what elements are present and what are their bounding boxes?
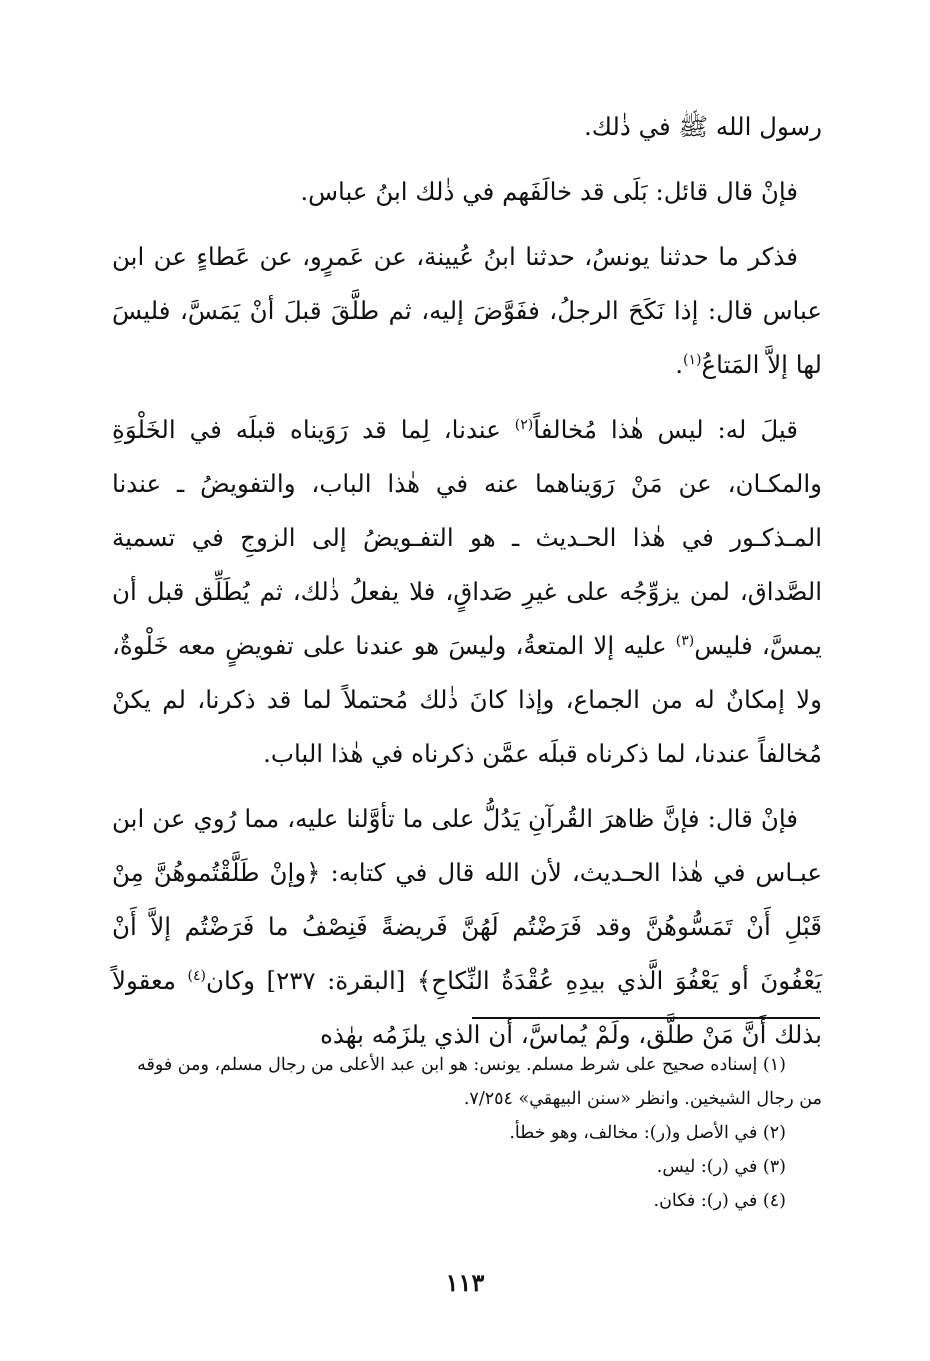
paragraph (112, 230, 822, 392)
paragraph (112, 100, 822, 154)
footnote: (٣) في (ر): ليس. (656, 1157, 786, 1177)
footnote-ref: (٤) (187, 967, 206, 984)
footnote: (١) إسناده صحيح على شرط مسلم. يونس: هو ابن عبد الأعلى من رجال مسلم، ومن فوقه من رجال الشيخين. وانظر «سنن البيهقي» ٧/٢٥٤. (137, 1055, 822, 1109)
footnote-ref: (٢) (514, 416, 534, 433)
footnote-ref: (٣) (675, 632, 695, 649)
footnote-separator (472, 1017, 820, 1019)
footnote: (٢) في الأصل و(ر): مخالف، وهو خطأ. (509, 1123, 786, 1143)
paragraph-text: فإنْ قال قائل: بَلَى قد خالَفَهم في ذٰلك ابنُ عباس. (300, 177, 798, 206)
paragraph-text: فإنْ قال: فإنَّ ظاهرَ القُرآنِ يَدُلُّ على ما تأوَّلنا عليه، مما رُوي عن ابن عبـاس في هٰذا الحـديث، لأن الله قال في كتابه: ﴿وإنْ طَلَّقْتُموهُنَّ مِنْ قَبْلِ أَنْ تَمَسُّوهُنَّ وقد فَرَضْتُم لَهُنَّ فَريضةً فَنِصْفُ ما فَرَضْتُم إلاَّ أَنْ يَعْفُونَ أو يَعْفُوَ الَّذي بيدِهِ عُقْدَةُ النِّكاحِ﴾ [البقرة: ٢٣٧] وكان (112, 804, 822, 995)
paragraph-text-mid: عندنا، لِما قد رَوَيناه قبلَه في الخَلْوَةِ والمكـان، عن مَنْ رَوَيناهما عنه في هٰذا الباب، والتفويضُ ـ عندنا المـذكـور في هٰذا الحـديث ـ هو التفـويضُ إلى الزوجِ في تسمية الصَّداق، لمن يزوِّجُه على غيرِ صَداقٍ، فلا يفعلُ ذٰلك، ثم يُطَلِّق قبل أن يمسَّ، فليس (112, 415, 822, 660)
paragraph (112, 792, 822, 1062)
page-number: ١١٣ (445, 1268, 485, 1297)
paragraph-text: قيلَ له: ليس هٰذا مُخالفاً (533, 415, 798, 444)
paragraph (112, 165, 822, 219)
footnote: (٤) في (ر): فكان. (653, 1191, 786, 1211)
paragraph-text: فذكر ما حدثنا يونسُ، حدثنا ابنُ عُيينة، عن عَمرٍو، عن عَطاءٍ عن ابن عباس قال: إذا نَكَحَ الرجلُ، ففَوَّضَ إليه، ثم طلَّقَ قبلَ أنْ يَمَسَّ، فليسَ لها إلاَّ المَتاعُ (112, 242, 822, 379)
main-text (112, 100, 822, 1062)
footnote-ref: (١) (683, 351, 702, 368)
paragraph-text-tail: . (675, 350, 684, 379)
footnotes (112, 1048, 822, 1218)
paragraph (112, 403, 822, 781)
paragraph-text-tail: عليه إلا المتعةُ، وليسَ هو عندنا على تفويضٍ معه خَلْوةٌ، ولا إمكانٌ له من الجماع، وإذا كانَ ذٰلك مُحتملاً لما قد ذكرنا، لم يكنْ مُخالفاً عندنا، لما ذكرناه قبلَه عمَّن ذكرناه في هٰذا الباب. (112, 631, 822, 768)
paragraph-text: رسول الله ﷺ في ذٰلك. (583, 112, 822, 141)
paragraph-text-tail: معقولاً بذلك أَنَّ مَنْ طلَّق، ولَمْ يُماسَّ، أن الذي يلزَمُه بهٰذه (112, 966, 822, 1049)
